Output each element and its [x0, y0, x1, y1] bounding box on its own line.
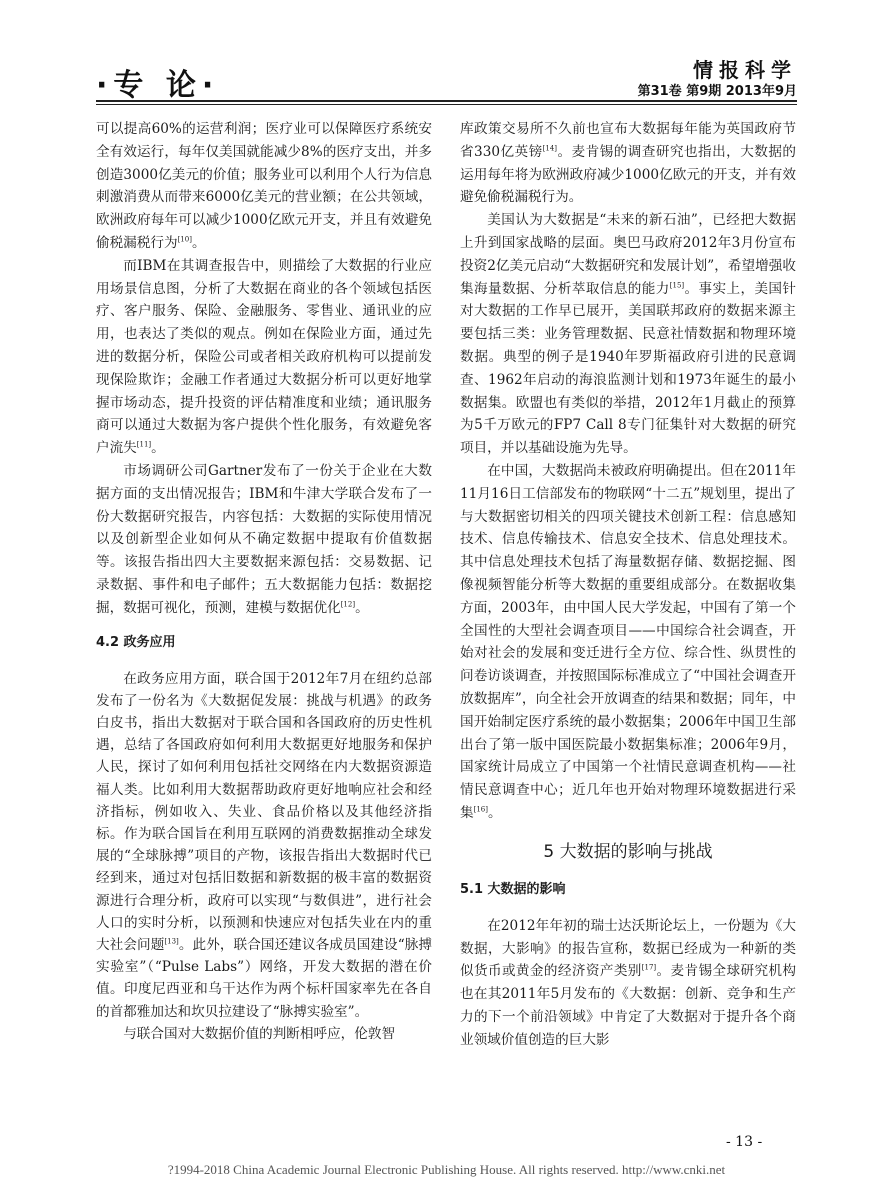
citation: [10]	[177, 235, 192, 244]
paragraph: 而IBM在其调查报告中，则描绘了大数据的行业应用场景信息图，分析了大数据在商业的各个领域包括医疗、客户服务、保险、金融服务、零售业、通讯业的应用，也表达了类似的观点。例如在保险业方面，通过先进的数据分析，保险公司或者相关政府机构可以提前发现保险欺诈；金融工作者通过大数据分析可以更好地掌握市场动态，提升投资的评估精准度和业绩；通讯服务商可以通过大数据为客户提供个性化服务，有效避免客户流失[11]。	[96, 257, 432, 457]
paragraph-text: 在2012年年初的瑞士达沃斯论坛上，一份题为《大数据，大影响》的报告宣称，数据已经成为一种新的类似货币或黄金的经济资产类别	[460, 917, 796, 980]
paragraph: 在中国，大数据尚未被政府明确提出。但在2011年11月16日工信部发布的物联网“十二五”规划里，提出了与大数据密切相关的四项关键技术创新工程：信息感知技术、信息传输技术、信息安全技术、信息处理技术。其中信息处理技术包括了海量数据存储、数据挖掘、图像视频智能分析等大数据的重要组成部分。在数据收集方面，2003年，由中国人民大学发起，中国有了第一个全国性的大型社会调查项目——中国综合社会调查，开始对社会的发展和变迁进行全方位、综合性、纵贯性的问卷访谈调查，并按照国际标准成立了“中国社会调查开放数据库”，向全社会开放调查的结果和数据；同年，中国开始制定医疗系统的最小数据集；2006年中国卫生部出台了第一版中国医院最小数据集标准；2006年9月，国家统计局成立了中国第一个社情民意调查机构——社情民意调查中心；近几年也开始对物理环境数据进行采集[16]。	[460, 462, 796, 821]
paragraph: 可以提高60%的运营利润；医疗业可以保障医疗系统安全有效运行，每年仅美国就能减少8%的医疗支出，并多创造3000亿美元的价值；服务业可以利用个人行为信息刺激消费从而带来6000亿美元的营业额；在公共领域，欧洲政府每年可以减少1000亿欧元开支，并且有效避免偷税漏税行为[10]。	[96, 121, 432, 251]
paragraph-text: 。麦肯锡的调查研究也指出，大数据的运用每年将为欧洲政府减少1000亿欧元的开支，并有效避免偷税漏税行为。	[460, 143, 796, 206]
paragraph	[96, 668, 432, 1023]
paragraph-text: 在中国，大数据尚未被政府明确提出。但在2011年11月16日工信部发布的物联网“十二五”规划里，提出了与大数据密切相关的四项关键技术创新工程：信息感知技术、信息传输技术、信息安全技术、信息处理技术。其中信息处理技术包括了海量数据存储、数据挖掘、图像视频智能分析等大数据的重要组成部分。在数据收集方面，2003年，由中国人民大学发起，中国有了第一个全国性的大型社会调查项目——中国综合社会调查，开始对社会的发展和变迁进行全方位、综合性、纵贯性的问卷访谈调查，并按照国际标准成立了“中国社会调查开放数据库”，向全社会开放调查的结果和数据；同年，中国开始制定医疗系统的最小数据集；2006年中国卫生部出台了第一版中国医院最小数据集标准；2006年9月，国家统计局成立了中国第一个社情民意调查机构——社情民意调查中心；近几年也开始对物理环境数据进行采集	[460, 462, 796, 821]
journal-issue: 第31卷 第9期 2013年9月	[637, 84, 797, 99]
section-mark: ·专 论·	[96, 68, 220, 103]
paragraph	[460, 118, 796, 209]
paragraph: 市场调研公司Gartner发布了一份关于企业在大数据方面的支出情况报告；IBM和牛津大学联合发布了一份大数据研究报告，内容包括：大数据的实际使用情况以及创新型企业如何从不确定数据中提取有价值数据等。该报告指出四大主要数据来源包括：交易数据、记录数据、事件和电子邮件；五大数据能力包括：数据挖掘，数据可视化，预测，建模与数据优化[12]。	[96, 462, 432, 616]
citation: [15]	[669, 281, 685, 290]
paragraph-text: 与联合国对大数据价值的判断相呼应，伦敦智	[123, 1025, 396, 1042]
left-column	[96, 118, 432, 1046]
paragraph-text: 。麦肯锡全球研究机构也在其2011年5月发布的《大数据：创新、竞争和生产力的下一个前沿领域》中肯定了大数据对于提升各个商业领域价值创造的巨大影	[460, 963, 797, 1048]
page-number: - 13 -	[726, 1134, 763, 1150]
header-rule-thin	[96, 104, 797, 105]
paragraph-text: 美国认为大数据是“未来的新石油”，已经把大数据上升到国家战略的层面。奥巴马政府2012年3月份宣布投资2亿美元启动“大数据研究和发展计划”，希望增强收集海量数据、分析萃取信息的能力	[460, 212, 796, 297]
page-header	[0, 0, 893, 110]
subsection-heading-4-2: 4.2 政务应用	[96, 634, 176, 650]
citation: [12]	[340, 600, 356, 609]
citation: [16]	[473, 805, 488, 814]
paragraph-text: 市场调研公司Gartner发布了一份关于企业在大数据方面的支出情况报告；IBM和牛津大学联合发布了一份大数据研究报告，内容包括：大数据的实际使用情况以及创新型企业如何从不确定数据中提取有价值数据等。该报告指出四大主要数据来源包括：交易数据、记录数据、事件和电子邮件；五大数据能力包括：数据挖掘，数据可视化，预测，建模与数据优化	[96, 462, 432, 616]
citation: [11]	[136, 440, 152, 449]
paragraph-text: 可以提高60%的运营利润；医疗业可以保障医疗系统安全有效运行，每年仅美国就能减少8%的医疗支出，并多创造3000亿美元的价值；服务业可以利用个人行为信息刺激消费从而带来6000亿美元的营业额；在公共领域，欧洲政府每年可以减少1000亿欧元开支，并且有效避免偷税漏税行为	[96, 121, 432, 251]
journal-title: 情报科学	[693, 58, 797, 82]
section-heading-5: 5 大数据的影响与挑战	[543, 841, 713, 862]
right-column	[460, 118, 796, 1051]
subsection-heading-5-1: 5.1 大数据的影响	[460, 881, 566, 897]
paragraph	[96, 1023, 432, 1046]
paragraph-text: 而IBM在其调查报告中，则描绘了大数据的行业应用场景信息图，分析了大数据在商业的各个领域包括医疗、客户服务、保险、金融服务、零售业、通讯业的应用，也表达了类似的观点。例如在保险业方面，通过先进的数据分析，保险公司或者相关政府机构可以提前发现保险欺诈；金融工作者通过大数据分析可以更好地掌握市场动态，提升投资的评估精准度和业绩；通讯服务商可以通过大数据为客户提供个性化服务，有效避免客户流失	[96, 257, 432, 457]
paragraph	[460, 915, 796, 1052]
citation: [13]	[164, 937, 179, 946]
paragraph	[460, 209, 796, 460]
paragraph-text: 库政策交易所不久前也宣布大数据每年能为英国政府节省330亿英镑	[460, 121, 796, 160]
citation: [17]	[641, 963, 657, 972]
paragraph-text: 。事实上，美国针对大数据的工作早已展开，美国联邦政府的数据来源主要包括三类：业务管理数据、民意社情数据和物理环境数据。典型的例子是1940年罗斯福政府引进的民意调查、1962年启动的海浪监测计划和1973年诞生的最小数据集。欧盟也有类似的举措，2012年1月截止的预算为5千万欧元的FP7 Call 8专门征集针对大数据的研究项目，并以基础设施为先导。	[460, 280, 797, 457]
header-rule-thick	[96, 100, 797, 102]
paragraph-text: 。此外，联合国还建议各成员国建设“脉搏实验室”（“Pulse Labs”）网络，开发大数据的潜在价值。印度尼西亚和乌干达作为两个标杆国家率先在各自的首都雅加达和坎贝拉建设了“脉搏实验室”。	[96, 936, 432, 1020]
paragraph-text: 在政务应用方面，联合国于2012年7月在纽约总部发布了一份名为《大数据促发展：挑战与机遇》的政务白皮书，指出大数据对于联合国和各国政府的历史性机遇，总结了各国政府如何利用大数据更好地服务和保护人民，探讨了如何利用包括社交网络在内大数据资源造福人类。比如利用大数据帮助政府更好地响应社会和经济指标，例如收入、失业、食品价格以及其他经济指标。作为联合国旨在利用互联网的消费数据推动全球发展的“全球脉搏”项目的产物，该报告指出大数据时代已经到来，通过对包括旧数据和新数据的极丰富的数据资源进行合理分析，政府可以实现“与数俱进”，进行社会人口的实时分析，以预测和快速应对包括失业在内的重大社会问题	[96, 670, 432, 953]
citation: [14]	[542, 144, 558, 153]
copyright-footer: ?1994-2018 China Academic Journal Electronic Publishing House. All rights reserved. http://www.cnki.net	[167, 1162, 726, 1177]
